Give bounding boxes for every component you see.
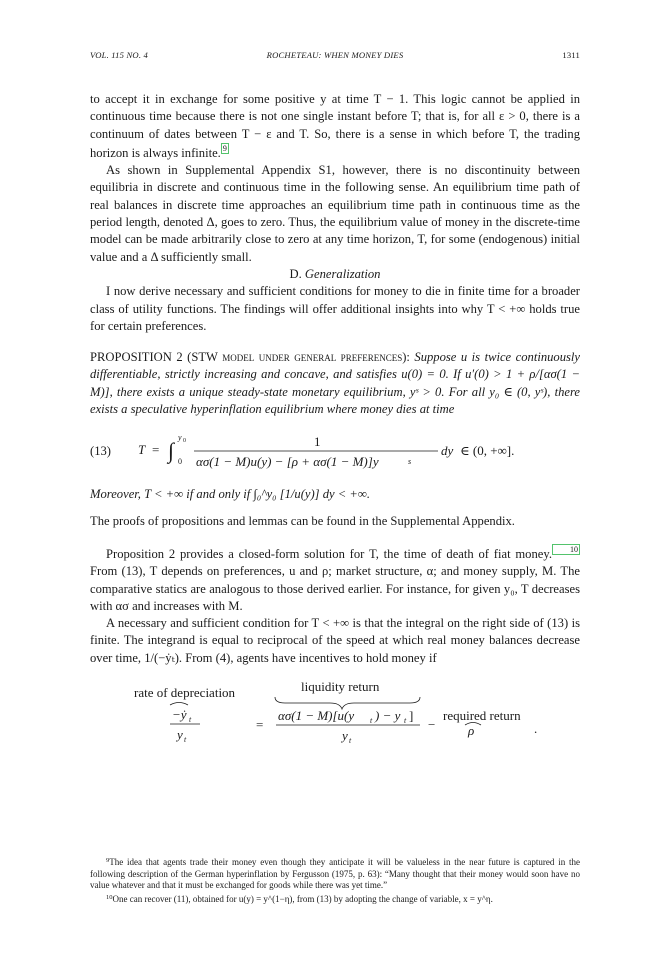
moreover-statement: Moreover, T < +∞ if and only if ∫₀^y₀ [1/u(y)] dy < +∞. xyxy=(90,487,371,502)
paragraph-supplemental-appendix: As shown in Supplemental Appendix S1, however, there is no discontinuity between equilibria in discrete and continuous time in the following sense. An equilibrium time path of real balances in discrete time approaches an equilibrium time path in continuous time as the period length, denoted Δ, goes to zero. Thus, the equilibrium value of money in the discrete-time model can be made arbitrarily close to zero at any time horizon, T, for some (endogenous) initial value and a Δ sufficiently small. xyxy=(90,163,580,264)
svg-text:=: = xyxy=(256,717,264,733)
paragraph-closed-form: Proposition 2 provides a closed-form solution for T, the time of death of fiat money. 10 From (13), T depends on preferences, u and ρ; market structure, α; and money supply, M. The comparative statics are analogous to those derived earlier. For instance, for given y₀, T decreases with ασ and increases with M. xyxy=(90,544,580,613)
condition-formula xyxy=(90,677,580,761)
equation-13-formula xyxy=(138,428,578,474)
journal-volume: VOL. 115 NO. 4 xyxy=(90,50,149,60)
footnote-9-mark: 9 xyxy=(106,857,110,864)
svg-text:T: T xyxy=(138,442,146,458)
proposition-heading: PROPOSITION 2 (STW model under general preferences): xyxy=(90,350,410,365)
svg-text:0: 0 xyxy=(183,438,186,445)
svg-text:t: t xyxy=(349,736,352,746)
svg-text:1: 1 xyxy=(314,434,321,450)
svg-text:t: t xyxy=(404,716,407,726)
svg-text:t: t xyxy=(184,735,187,745)
svg-text:y: y xyxy=(178,433,182,443)
svg-text:dy: dy xyxy=(441,443,454,459)
money-holding-condition xyxy=(90,677,580,761)
svg-text:y: y xyxy=(342,728,348,744)
section-heading xyxy=(90,266,580,283)
svg-text:t: t xyxy=(370,716,373,726)
svg-text:−: − xyxy=(428,717,436,733)
svg-text:s: s xyxy=(408,457,412,467)
svg-text:0: 0 xyxy=(178,457,182,467)
svg-text:.: . xyxy=(534,721,538,737)
svg-text:ασ(1 − M)[u(y: ασ(1 − M)[u(y xyxy=(278,708,355,724)
page-number: 1311 xyxy=(562,50,580,60)
journal-page xyxy=(90,0,580,960)
section-label: D. xyxy=(289,266,302,281)
equation-13 xyxy=(90,428,580,474)
label-liquidity-return: liquidity return xyxy=(301,679,380,695)
svg-text:ασ(1 − M)u(y) − [ρ + ασ(1 − M): ασ(1 − M)u(y) − [ρ + ασ(1 − M)]y xyxy=(196,454,379,470)
paragraph-necessary-condition: A necessary and sufficient condition for T < +∞ is that the integral on the right side of (13) is finite. The integrand is equal to reciprocal of the speed at which real money balances decrease over time, 1/(−ẏₜ). From (4), agents have incentives to hold money if xyxy=(90,616,580,665)
footnote-10: $^{10}$One can recover (11), obtained for u(y) = y^(1−η), from (13) by adopting the change of variable, x = y^η. xyxy=(106,893,493,904)
article-running-title: ROCHETEAU: WHEN MONEY DIES xyxy=(266,50,404,60)
section-title: Generalization xyxy=(304,266,381,281)
running-head xyxy=(90,50,580,64)
footnote-10-mark: 10 xyxy=(106,893,113,901)
footnote-link-9[interactable]: 9 xyxy=(222,143,227,153)
svg-text:y: y xyxy=(177,727,183,743)
svg-text:ρ: ρ xyxy=(468,723,475,739)
svg-text:) − y: ) − y xyxy=(375,708,401,724)
footnote-9: $^9$The idea that agents trade their money even though they anticipate it will be valueless in the near future is captured in the following description of the German hyperinflation by Fergusson (1975, p. 63): “Many thought that their money would soon have no value whatever and that it must be exchanged for goods while there was yet time.” xyxy=(90,857,580,891)
proposition-2 xyxy=(90,349,580,418)
paragraph-discrete-time-logic: to accept it in exchange for some positive y at time T − 1. This logic cannot be applied in continuous time because there is not one single instant before T; that is, for all ε > 0, there is a continuum of dates between T − ε and T. So, there is a sense in which before T, the trading horizon is always infinite. 9 xyxy=(90,92,580,160)
proposition-statement: Suppose u is twice continuously differentiable, strictly increasing and concave, and satisfies u(0) = 0. If u′(0) > 1 + ρ/[ασ(1 − M)], there exists a unique steady-state monetary equilibrium, yˢ > 0. For all y₀ ∈ (0, yˢ), there exists a speculative hyperinflation equilibrium where money dies at time xyxy=(90,350,580,417)
label-rate-of-depreciation: rate of depreciation xyxy=(134,685,236,701)
label-required-return: required return xyxy=(443,708,521,724)
proofs-statement: The proofs of propositions and lemmas can be found in the Supplemental Appendix. xyxy=(90,513,515,528)
article-body xyxy=(90,91,580,761)
equation-number: (13) xyxy=(90,444,111,459)
footnotes xyxy=(90,855,580,905)
svg-text:∫: ∫ xyxy=(168,438,175,464)
paragraph-general-conditions: I now derive necessary and sufficient conditions for money to die in finite time for a broader class of utility functions. The findings will offer additional insights into why T < +∞ holds true for certain preferences. xyxy=(90,284,580,333)
svg-text:t: t xyxy=(189,715,192,725)
svg-text:]: ] xyxy=(409,708,414,724)
svg-text:=: = xyxy=(152,442,160,458)
svg-text:∈ (0, +∞].: ∈ (0, +∞]. xyxy=(460,443,515,459)
svg-text:−ẏ: −ẏ xyxy=(172,707,187,723)
footnote-link-10[interactable]: 10 xyxy=(552,544,580,555)
